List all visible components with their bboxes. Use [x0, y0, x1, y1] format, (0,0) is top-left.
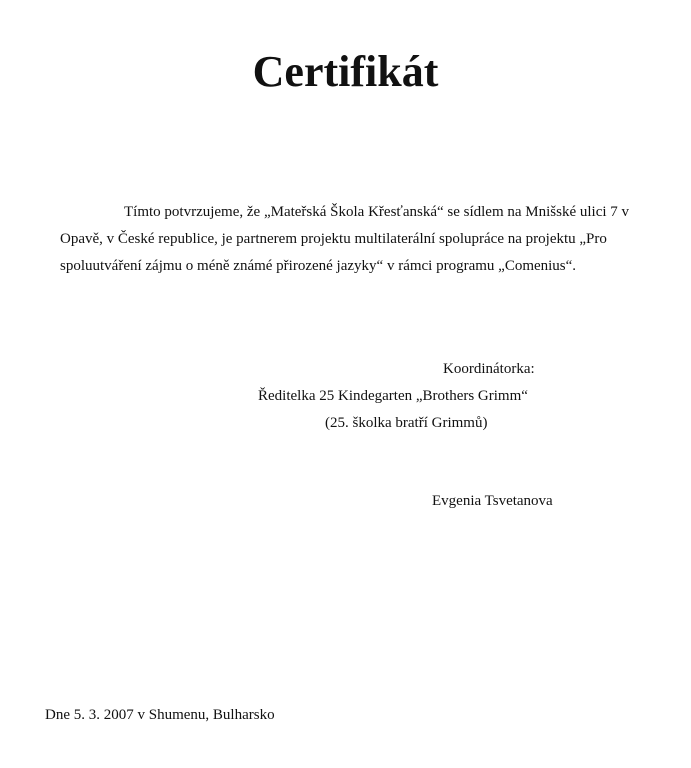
certificate-body: [60, 199, 630, 280]
body-line: Opavě, v České republice, je partnerem projektu multilaterální spolupráce na projektu „Pro: [60, 231, 607, 247]
signatory-name: Evgenia Tsvetanova: [432, 493, 553, 509]
certificate-title: Certifikát: [252, 47, 439, 96]
coordinator-translation: (25. školka bratří Grimmů): [325, 415, 488, 431]
body-line: spoluutváření zájmu o méně známé přirozené jazyky“ v rámci programu „Comenius“.: [60, 258, 577, 274]
coordinator-position: Ředitelka 25 Kindegarten „Brothers Grimm“: [258, 388, 528, 404]
body-line: Tímto potvrzujeme, že „Mateřská Škola Křesťanská“ se sídlem na Mnišské ulici 7 v: [124, 204, 630, 220]
date-place: Dne 5. 3. 2007 v Shumenu, Bulharsko: [45, 707, 275, 723]
coordinator-label: Koordinátorka:: [443, 361, 535, 377]
